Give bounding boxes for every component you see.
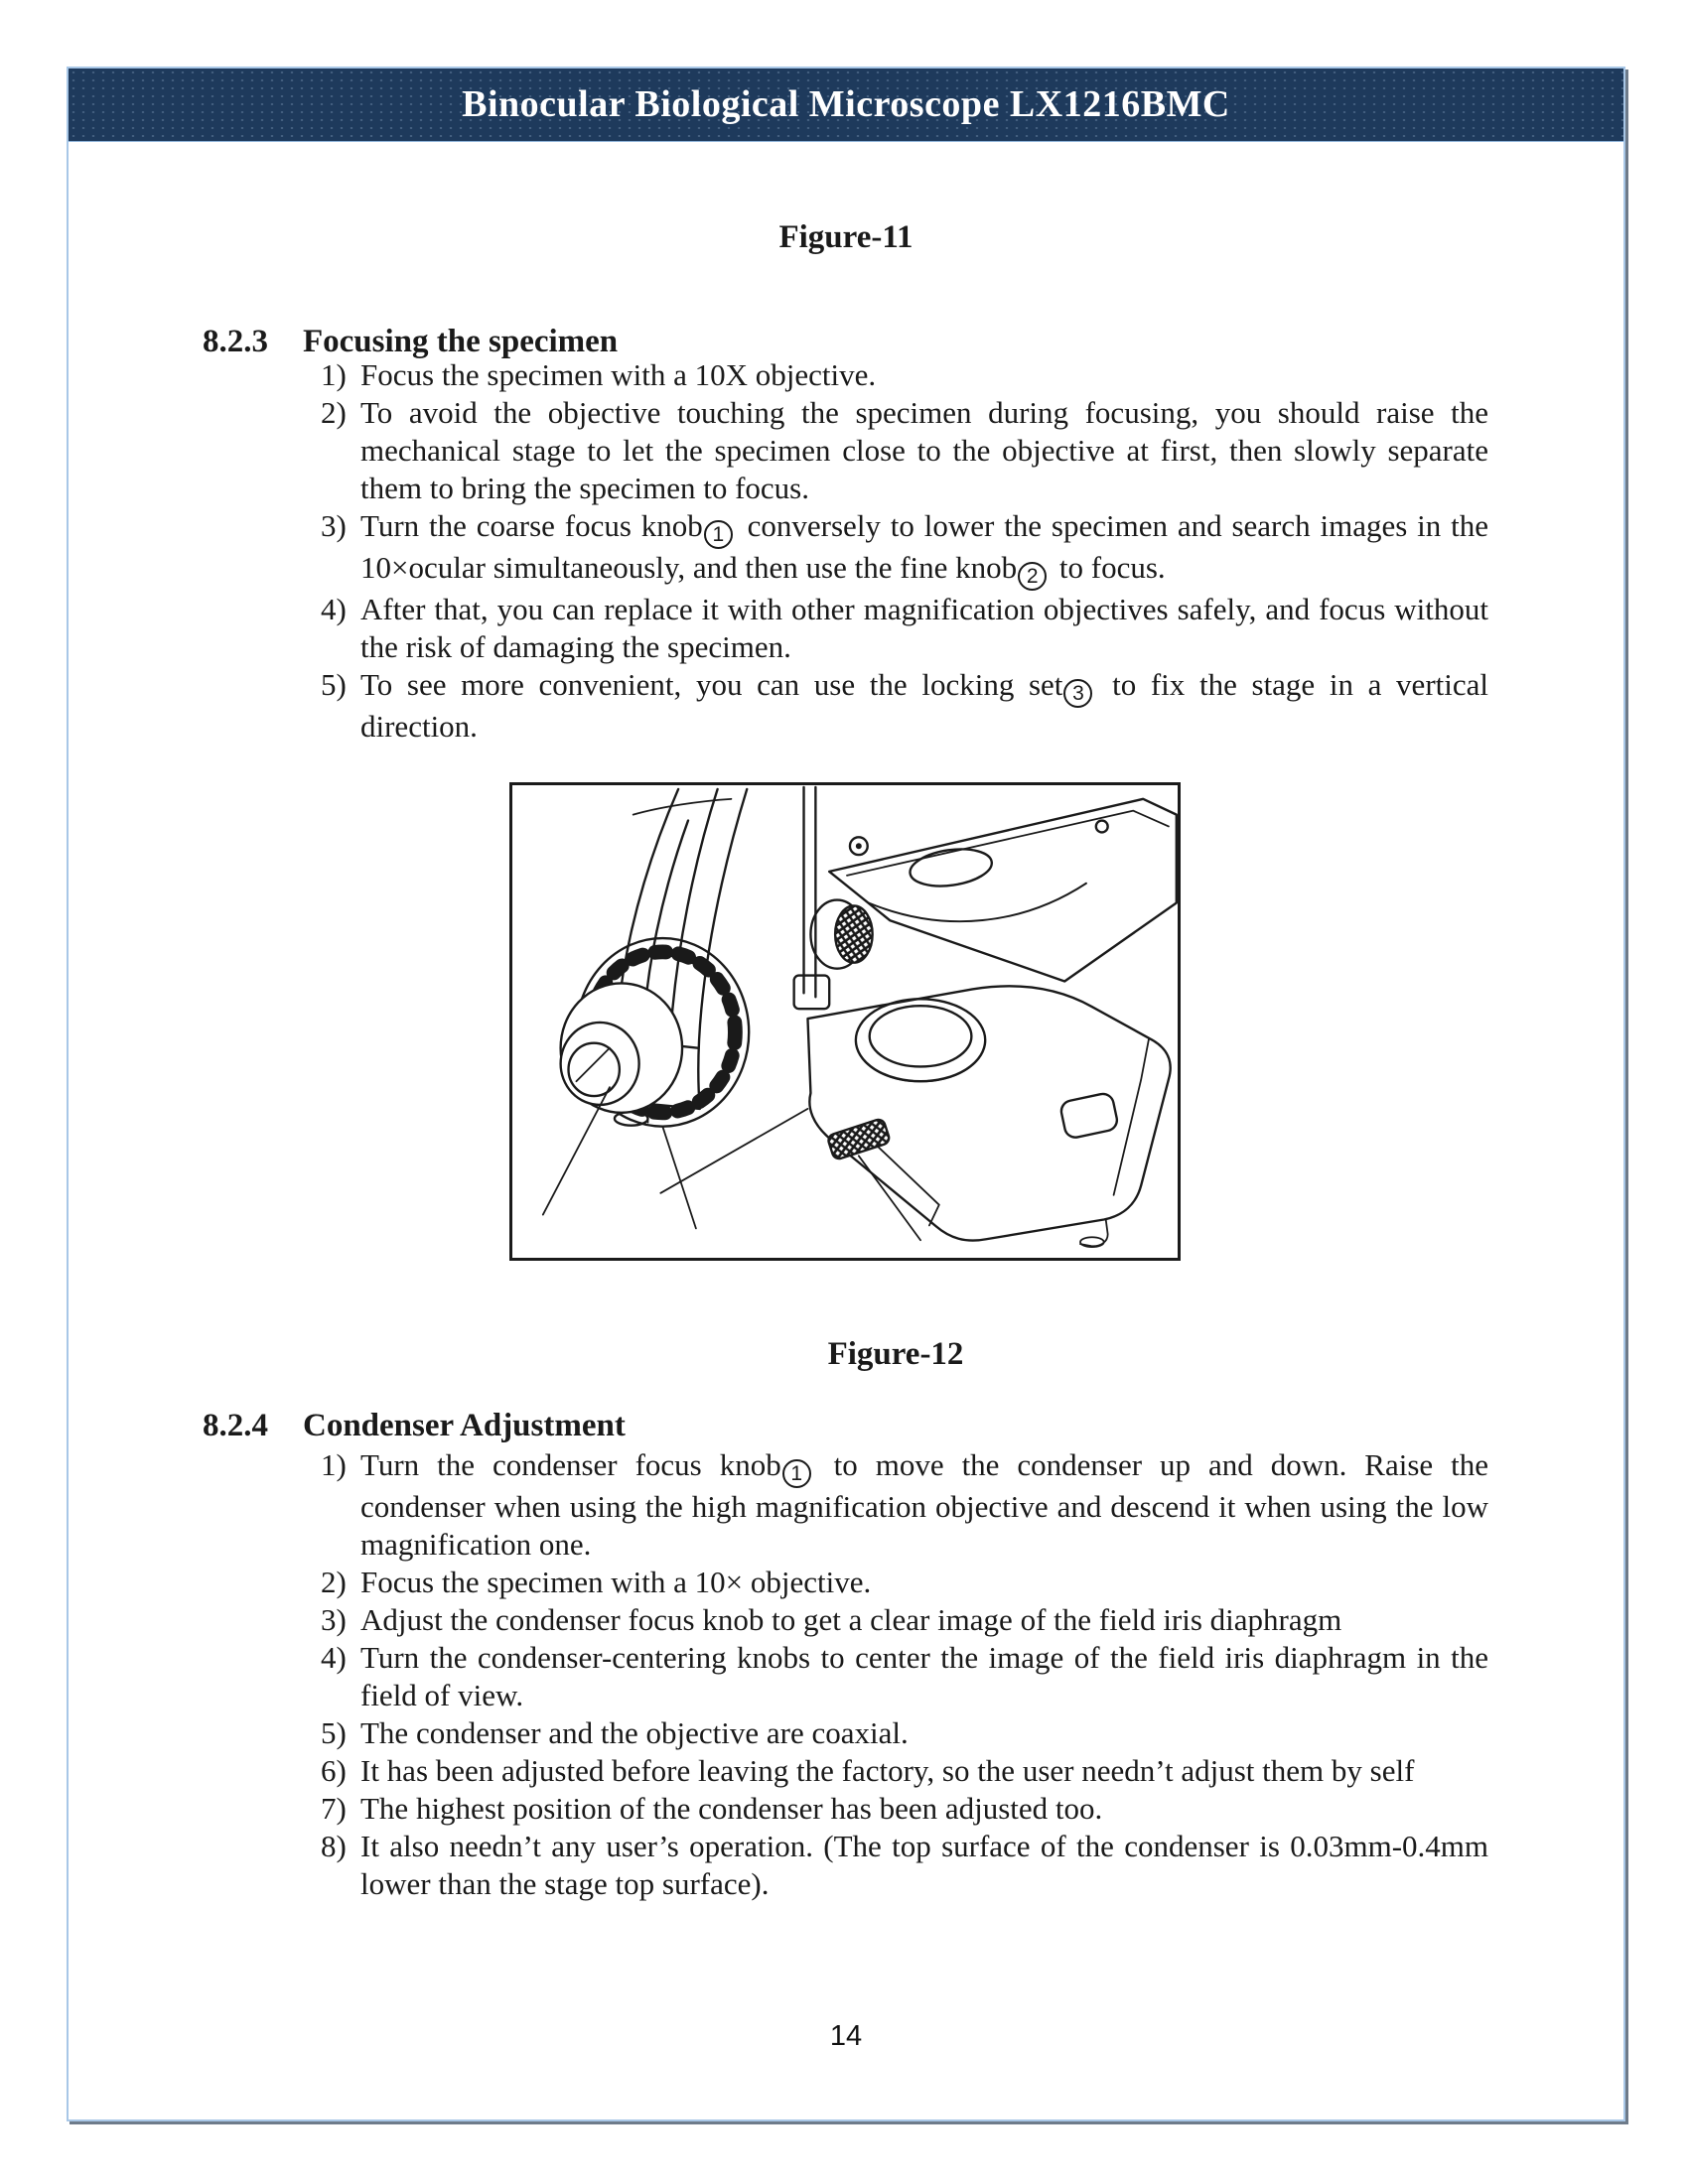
list-item-number: 3) [321,508,347,543]
circled-number: 1 [782,1459,811,1488]
list-item-number: 1) [321,1447,347,1482]
list-item-text: The condenser and the objective are coaxial. [360,1715,909,1750]
list-item-text: The highest position of the condenser has been adjusted too. [360,1791,1103,1826]
page-header-band [69,68,1623,142]
list-item [315,1714,1488,1752]
list-item-text: To avoid the objective touching the specimen during focusing, you should raise the mechanical stage to let the specimen close to the objective at first, then slowly separate them to bring the specimen to focus. [360,395,1488,505]
list-item-number: 7) [321,1791,347,1826]
list-item [315,394,1488,507]
figure-12-image [509,782,1181,1261]
list-item-text: Focus the specimen with a 10X objective. [360,357,877,392]
list-item-text: Turn the condenser focus knob 1 to move the condenser up and down. Raise the condenser when using the high magnification objective and descend it when using the low magnification one. [360,1447,1488,1562]
list-item [315,356,1488,394]
list-item [315,1790,1488,1828]
list-item [315,1752,1488,1790]
list-item-number: 5) [321,667,347,702]
page-title: Binocular Biological Microscope LX1216BMC [462,83,1230,125]
list-item-number: 2) [321,1565,347,1599]
page-frame [67,67,1625,2121]
list-item-number: 3) [321,1602,347,1637]
list-item-text: Focus the specimen with a 10× objective. [360,1565,872,1599]
section-title: Condenser Adjustment [303,1408,626,1443]
list-item-text: To see more convenient, you can use the locking set 3 to fix the stage in a vertical direction. [360,667,1488,744]
list-item-number: 2) [321,395,347,430]
list-item [315,1446,1488,1564]
list-item [315,1828,1488,1903]
microscope-line-drawing [512,785,1178,1258]
list-item-text: Turn the condenser-centering knobs to center the image of the field iris diaphragm in the field of view. [360,1640,1488,1712]
section-number: 8.2.4 [203,1408,268,1443]
list-item-text: After that, you can replace it with other magnification objectives safely, and focus without the risk of damaging the specimen. [360,592,1488,664]
list-item [315,1564,1488,1601]
list-item-number: 8) [321,1829,347,1863]
figure-11-caption: Figure-11 [778,219,914,255]
list-item [315,507,1488,591]
section-title: Focusing the specimen [303,324,619,359]
list-item-number: 4) [321,592,347,626]
list-item-number: 5) [321,1715,347,1750]
section-number: 8.2.3 [203,324,268,359]
section-heading-824 [69,1408,1623,1449]
section-824-list [315,1446,1488,1903]
list-item-text: Turn the coarse focus knob 1 conversely to lower the specimen and search images in the 10×ocular simultaneously, and then use the fine knob 2 to focus. [360,507,1488,591]
list-item-text: It has been adjusted before leaving the factory, so the user needn’t adjust them by self [360,1753,1415,1788]
list-item-number: 6) [321,1753,347,1788]
circled-number: 3 [1063,679,1092,708]
list-item [315,1601,1488,1639]
list-item [315,1639,1488,1714]
page-number: 14 [829,2020,863,2052]
list-item [315,591,1488,666]
list-item-text: It also needn’t any user’s operation. (The top surface of the condenser is 0.03mm-0.4mm lower than the stage top surface). [360,1829,1488,1901]
list-item-text: Adjust the condenser focus knob to get a clear image of the field iris diaphragm [360,1602,1342,1637]
circled-number: 2 [1018,562,1047,591]
figure-12-caption: Figure-12 [827,1336,964,1372]
list-item [315,666,1488,746]
circled-number: 1 [704,520,733,549]
section-823-list [315,356,1488,746]
list-item-number: 1) [321,357,347,392]
list-item-number: 4) [321,1640,347,1675]
